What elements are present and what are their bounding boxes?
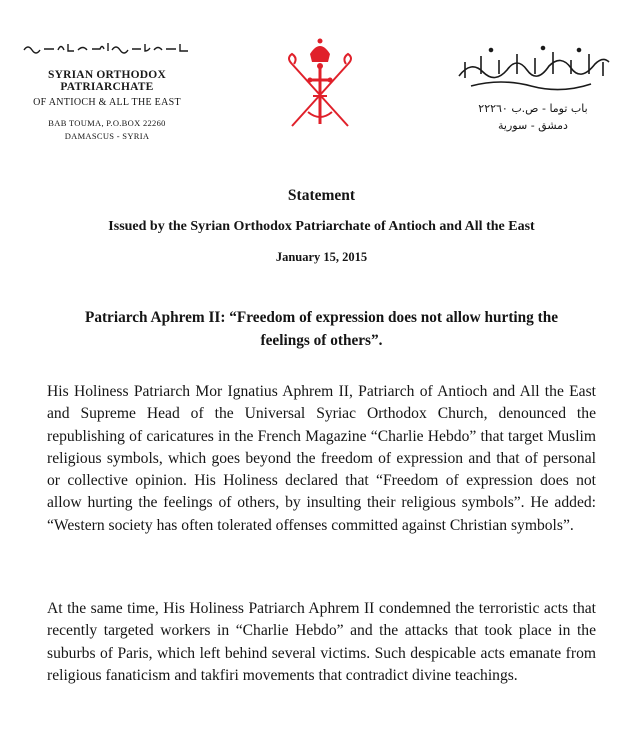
statement-date: January 15, 2015 bbox=[275, 250, 368, 264]
statement-title: Statement bbox=[287, 187, 356, 204]
letterhead-right bbox=[448, 42, 618, 132]
syriac-script-logo bbox=[22, 40, 192, 54]
arabic-city: دمشق - سورية bbox=[498, 119, 568, 132]
arabic-address: باب توما - ص.ب ٢٢٢٦٠ bbox=[478, 102, 588, 115]
letterhead bbox=[0, 0, 643, 150]
patriarchal-emblem-icon bbox=[278, 36, 362, 132]
statement-subtitle: Issued by the Syrian Orthodox Patriarchate of Antioch and All the East bbox=[108, 219, 535, 234]
arabic-calligraphy-logo bbox=[451, 42, 616, 92]
org-address: BAB TOUMA, P.O.BOX 22260 bbox=[48, 118, 166, 128]
org-name: SYRIAN ORTHODOX PATRIARCHATE bbox=[48, 69, 166, 93]
body-paragraph-1: His Holiness Patriarch Mor Ignatius Aphrem II, Patriarch of Antioch and All the East and Supreme Head of the Universal Syriac Orthodox Church, denounced the republishing of caricatures in the French Magazine “Charlie Hebdo” that target Muslim religious symbols, which goes beyond the freedom of expression and that of personal or collective opinion. His Holiness declared that “Freedom of expression does not allow hurting the feelings of others, by insulting their religious symbols”. He added: “Western society has often tolerated offenses committed against Christian symbols”. bbox=[47, 383, 596, 534]
org-city: DAMASCUS - SYRIA bbox=[64, 131, 150, 141]
statement-headline: Patriarch Aphrem II: “Freedom of expression does not allow hurting the feelings of others”. bbox=[84, 309, 559, 349]
body-paragraph-2: At the same time, His Holiness Patriarch Aphrem II condemned the terroristic acts that recently targeted workers in “Charlie Hebdo” and the attacks that took place in the suburbs of Paris, which left behind several victims. Such despicable acts emanate from religious fanaticism and takfiri movements that contradict divine teachings. bbox=[47, 600, 596, 684]
org-subtitle: OF ANTIOCH & ALL THE EAST bbox=[33, 97, 181, 108]
letterhead-left bbox=[12, 40, 202, 141]
